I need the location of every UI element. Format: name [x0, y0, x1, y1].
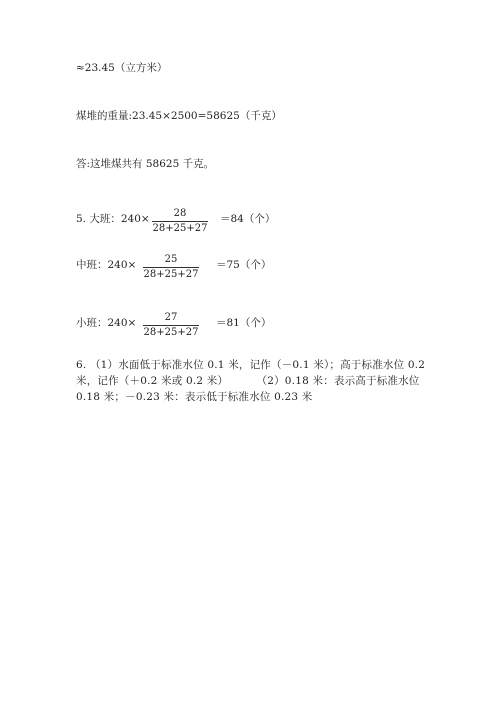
q5-middle-prefix: 中班：240× — [76, 259, 137, 271]
q5-middle-numerator: 25 — [164, 254, 178, 265]
q5-small-prefix: 小班：240× — [76, 317, 137, 329]
approx-volume-line: ≈23.45（立方米） — [76, 62, 168, 74]
q5-big-fraction — [152, 208, 208, 235]
q6-paragraph — [76, 357, 432, 405]
q5-big-denominator: 28+25+27 — [152, 223, 208, 234]
q5-big-prefix: 5. 大班：240× — [76, 213, 150, 225]
q6-text: 6. （1）水面低于标准水位 0.1 米，记作（－0.1 米）；高于标准水位 0.2 米，记作（＋0.2 米或 0.2 米） （2）0.18 米：表示高于标准水位 0.18 米；－0.23 米：表示低于标准水位 0.23 米 — [76, 359, 429, 403]
q5-small-fraction — [143, 312, 199, 339]
q5-small-result: ＝81（个） — [216, 317, 272, 329]
q5-big-numerator: 28 — [173, 208, 187, 219]
q5-middle-fraction — [143, 254, 199, 281]
answer-line: 答:这堆煤共有 58625 千克。 — [76, 158, 215, 170]
q5-middle-denominator: 28+25+27 — [143, 269, 199, 280]
coal-weight-line: 煤堆的重量:23.45×2500=58625（千克） — [76, 110, 282, 122]
q5-small-numerator: 27 — [164, 312, 178, 323]
q5-big-result: ＝84（个） — [220, 213, 276, 225]
q5-small-denominator: 28+25+27 — [143, 327, 199, 338]
q5-middle-result: ＝75（个） — [216, 259, 272, 271]
